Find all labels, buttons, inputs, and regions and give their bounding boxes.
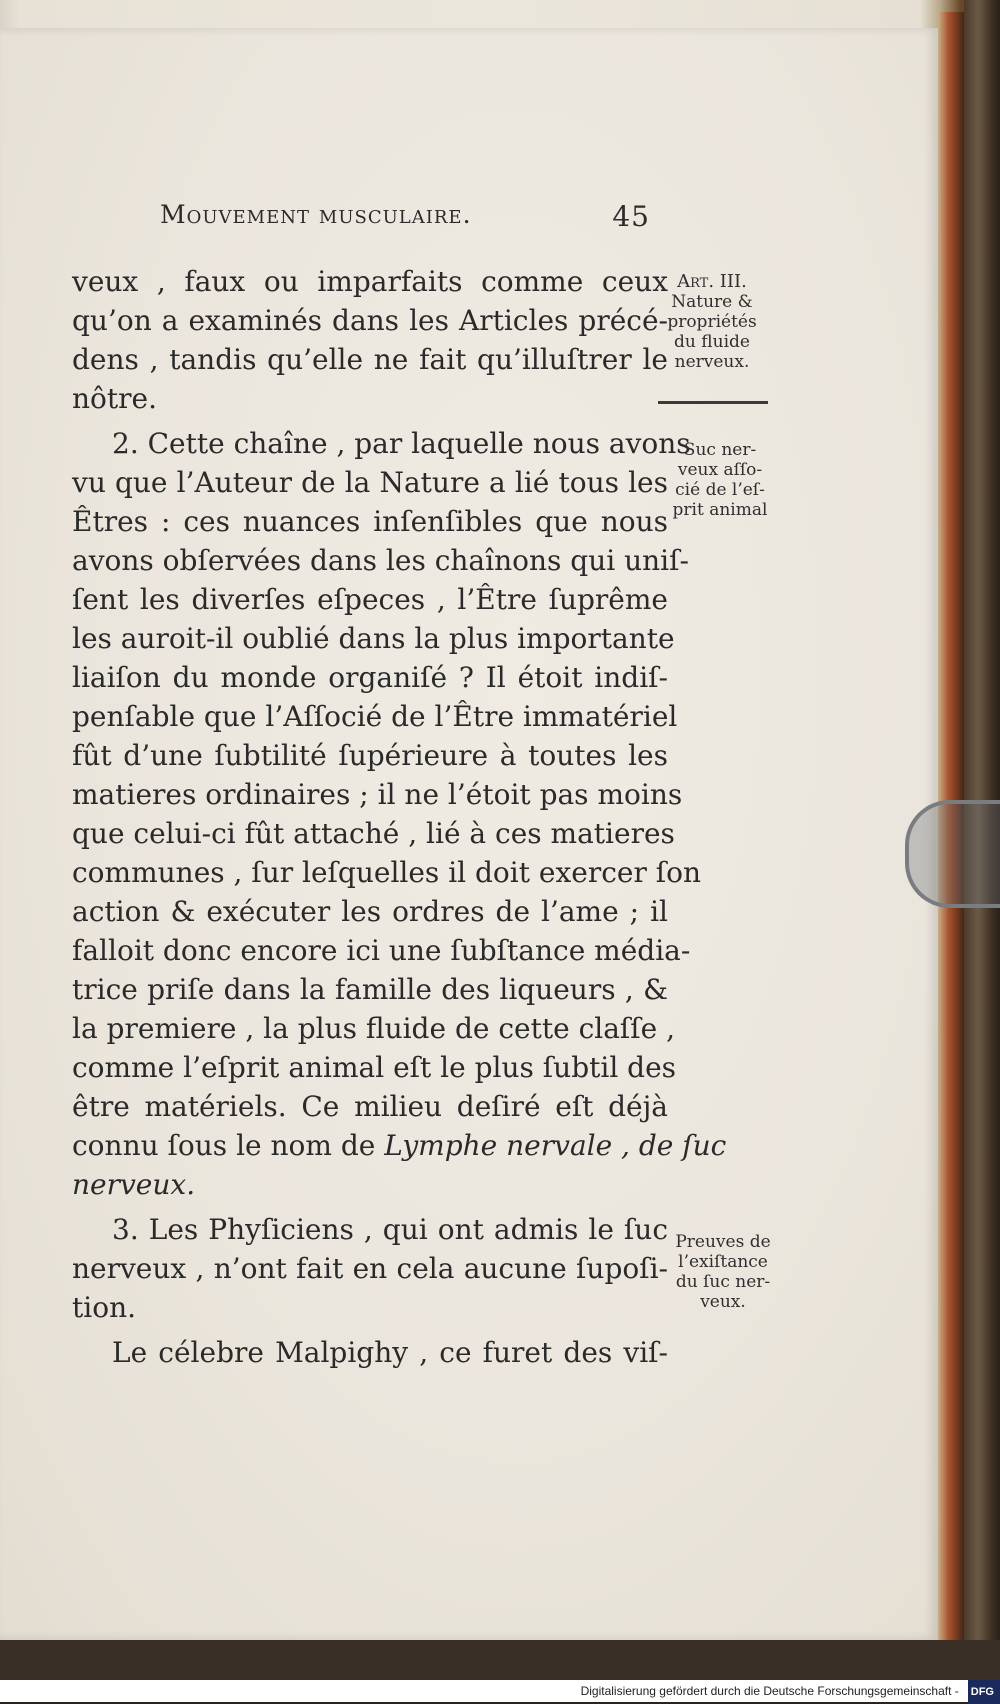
text-line-content: qu’on a examinés dans les Articles précé- [72,304,668,337]
text-line-content: nôtre. [72,382,157,415]
margin-note-line: du fluide [674,332,750,352]
text-line-content: ſent les diverſes eſpeces , l’Être ſuprême [72,583,668,616]
margin-note-line: prit animal [672,500,768,520]
text-line [72,775,683,814]
running-header [160,200,650,233]
italic-term: nerveux. [72,1168,196,1201]
bottom-board [0,1640,1000,1680]
digitization-footer [0,1680,1000,1702]
margin-note-line: du ſuc ner- [675,1272,771,1292]
text-line-content: trice priſe dans la famille des liqueurs , & [72,973,668,1006]
text-line-content: communes , ſur leſquelles il doit exercer ſon [72,856,702,889]
margin-note-suc [665,440,775,520]
text-line-content: veux , faux ou imparfaits comme ceux [72,265,668,298]
text-line [72,892,668,931]
text-line [72,424,691,463]
margin-note-line: nerveux. [674,352,750,372]
text-line [72,1048,677,1087]
text-line [72,262,668,301]
margin-note-line: propriétés [667,312,757,332]
running-title: Mouvement musculaire. [160,200,472,229]
text-line [72,1009,675,1048]
margin-note-line: veux. [700,1292,746,1312]
text-line [72,502,668,541]
text-line-content: falloit donc encore ici une ſubſtance média- [72,934,691,967]
text-line [72,658,668,697]
margin-rule [658,401,768,404]
text-line [72,931,691,970]
text-line [72,853,702,892]
text-line [72,463,668,502]
page-clip [905,800,1000,908]
footer-credit: Digitalisierung gefördert durch die Deutsche Forschungsgemeinschaft - [580,1684,959,1698]
text-line [72,340,668,379]
italic-term: Lymphe nervale , de ſuc [384,1129,727,1162]
text-line [72,970,668,1009]
text-line-content: fût d’une ſubtilité ſupérieure à toutes les [72,739,668,772]
text-line [72,1087,668,1126]
text-line-content: vu que l’Auteur de la Nature a lié tous les [72,466,668,499]
text-line-content: la premiere , la plus fluide de cette claſſe , [72,1012,675,1045]
text-line-content: Êtres : ces nuances inſenſibles que nous [72,505,668,538]
text-line [72,736,668,775]
text-line [72,619,675,658]
text-line-content: penſable que l’Aſſocié de l’Être immatériel [72,700,678,733]
text-line-content: être matériels. Ce milieu deſiré eſt déjà [72,1090,668,1123]
text-line [72,379,668,418]
margin-note-preuves [668,1232,778,1312]
margin-note-line: Suc ner- [683,440,757,460]
margin-note-line: Art. III. [677,271,747,292]
text-line [72,1126,727,1165]
text-line [72,301,668,340]
text-line [72,1249,668,1288]
text-line-content: liaiſon du monde organiſé ? Il étoit indiſ- [72,661,668,694]
text-line-content: action & exécuter les ordres de l’ame ; il [72,895,668,928]
text-line [72,1333,668,1372]
text-line-content: 2. Cette chaîne , par laquelle nous avons [112,427,691,460]
text-line [72,580,668,619]
margin-note-line: cié de l’eſ- [675,480,765,500]
text-line-content: Le célebre Malpighy , ce furet des viſ- [112,1336,668,1369]
text-line-content: que celui-ci fût attaché , lié à ces matieres [72,817,675,850]
text-line-content: comme l’eſprit animal eſt le plus ſubtil des [72,1051,677,1084]
margin-note-line: Preuves de [675,1232,771,1252]
margin-note-line: l’exiſtance [678,1252,768,1272]
margin-note-line: veux aſſo- [677,460,763,480]
text-line-content: 3. Les Phyſiciens , qui ont admis le ſuc [112,1213,668,1246]
margin-note-line: Nature & [671,292,753,312]
text-line-content: les auroit-il oublié dans la plus importante [72,622,675,655]
text-line-content: matieres ordinaires ; il ne l’étoit pas moins [72,778,683,811]
text-line [72,541,689,580]
text-line-content: tion. [72,1291,136,1324]
dfg-logo: DFG [968,1680,1000,1704]
text-line-content: nerveux , n’ont fait en cela aucune ſupoſi- [72,1252,668,1285]
text-line [72,697,678,736]
text-line [72,1210,668,1249]
margin-note-article [652,272,772,372]
text-line-content: dens , tandis qu’elle ne fait qu’illuſtrer le [72,343,668,376]
page-number: 45 [612,200,650,233]
text-line [72,1165,668,1204]
text-line-content: connu ſous le nom de [72,1129,385,1162]
text-line [72,1288,668,1327]
text-line [72,814,675,853]
text-line-content: avons obſervées dans les chaînons qui uniſ- [72,544,689,577]
